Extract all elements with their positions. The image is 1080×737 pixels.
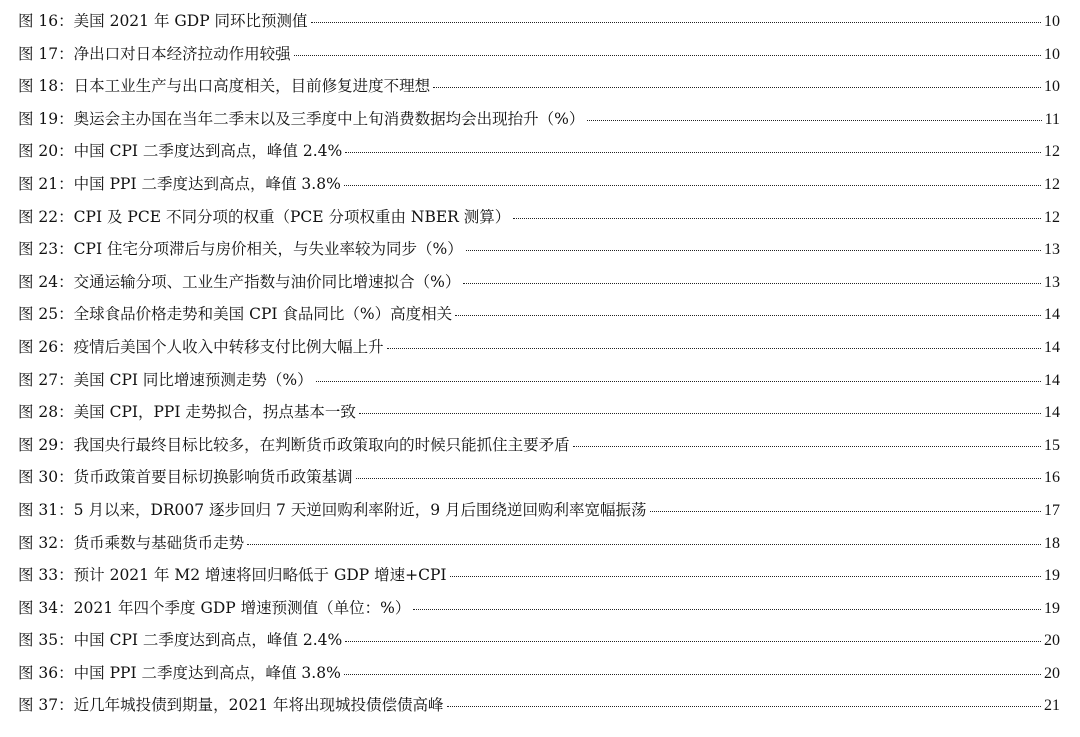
figure-number: 图 22： [18, 207, 74, 226]
page-number: 18 [1044, 534, 1060, 552]
dot-leader [344, 185, 1041, 186]
figure-number: 图 24： [18, 272, 74, 291]
figure-number: 图 17： [18, 44, 74, 63]
dot-leader [413, 609, 1041, 610]
page-number: 10 [1044, 13, 1060, 30]
page-number: 21 [1044, 697, 1060, 715]
figure-list [18, 9, 1060, 726]
page-number: 12 [1044, 208, 1060, 226]
page-number: 11 [1044, 110, 1060, 128]
figure-caption: CPI 住宅分项滞后与房价相关，与失业率较为同步（%） [73, 240, 463, 259]
toc-entry-23[interactable] [18, 237, 1060, 270]
figure-caption: 中国 CPI 二季度达到高点，峰值 2.4% [73, 142, 343, 161]
dot-leader [359, 413, 1041, 414]
dot-leader [387, 348, 1041, 349]
toc-entry-22[interactable] [18, 205, 1060, 238]
dot-leader [513, 218, 1041, 219]
dot-leader [344, 674, 1041, 675]
figure-number: 图 27： [18, 370, 74, 389]
figure-number: 图 33： [18, 566, 74, 585]
figure-caption: 中国 PPI 二季度达到高点，峰值 3.8% [73, 174, 341, 193]
figure-number: 图 25： [18, 305, 74, 324]
figure-number: 图 29： [18, 435, 74, 454]
figure-caption: 预计 2021 年 M2 增速将回归略低于 GDP 增速+CPI [73, 566, 447, 585]
figure-caption: 美国 CPI，PPI 走势拟合，拐点基本一致 [73, 403, 356, 422]
figure-number: 图 35： [18, 631, 74, 650]
dot-leader [433, 87, 1041, 88]
dot-leader [345, 152, 1041, 153]
figure-caption: 中国 PPI 二季度达到高点，峰值 3.8% [73, 663, 341, 682]
figure-number: 图 20： [18, 142, 74, 161]
page-number: 20 [1044, 632, 1060, 650]
dot-leader [573, 446, 1041, 447]
dot-leader [356, 478, 1041, 479]
figure-number: 图 16： [18, 12, 74, 30]
toc-entry-30[interactable] [18, 465, 1060, 498]
page-number: 12 [1044, 175, 1060, 193]
figure-caption: 货币政策首要目标切换影响货币政策基调 [73, 468, 353, 487]
dot-leader [450, 576, 1041, 577]
figure-caption: 交通运输分项、工业生产指数与油价同比增速拟合（%） [73, 272, 461, 291]
page-number: 10 [1044, 45, 1060, 63]
toc-entry-21[interactable] [18, 172, 1060, 205]
figure-number: 图 28： [18, 403, 74, 422]
dot-leader [345, 641, 1041, 642]
figure-caption: 2021 年四个季度 GDP 增速预测值（单位：%） [73, 598, 411, 617]
dot-leader [316, 381, 1041, 382]
figure-caption: 5 月以来，DR007 逐步回归 7 天逆回购利率附近，9 月后围绕逆回购利率宽幅振荡 [73, 500, 647, 519]
figure-caption: CPI 及 PCE 不同分项的权重（PCE 分项权重由 NBER 测算） [73, 207, 511, 226]
toc-entry-26[interactable] [18, 335, 1060, 368]
toc-entry-36[interactable] [18, 661, 1060, 694]
figure-caption: 净出口对日本经济拉动作用较强 [73, 44, 291, 63]
figure-caption: 中国 CPI 二季度达到高点，峰值 2.4% [73, 631, 343, 650]
dot-leader [587, 120, 1041, 121]
page-number: 14 [1044, 371, 1060, 389]
dot-leader [247, 544, 1041, 545]
figure-number: 图 18： [18, 77, 74, 96]
figure-number: 图 31： [18, 500, 74, 519]
toc-entry-25[interactable] [18, 302, 1060, 335]
figure-number: 图 23： [18, 240, 74, 259]
figure-number: 图 37： [18, 696, 74, 715]
page-number: 17 [1044, 501, 1060, 519]
figure-caption: 美国 CPI 同比增速预测走势（%） [73, 370, 313, 389]
page-number: 12 [1044, 143, 1060, 161]
dot-leader [650, 511, 1041, 512]
figure-number: 图 32： [18, 533, 74, 552]
figure-caption: 全球食品价格走势和美国 CPI 食品同比（%）高度相关 [73, 305, 453, 324]
toc-entry-19[interactable] [18, 107, 1060, 140]
toc-entry-37[interactable] [18, 693, 1060, 726]
page-number: 13 [1044, 273, 1060, 291]
page-number: 14 [1044, 338, 1060, 356]
page-number: 10 [1044, 78, 1060, 96]
toc-entry-27[interactable] [18, 368, 1060, 401]
figure-caption: 奥运会主办国在当年二季末以及三季度中上旬消费数据均会出现抬升（%） [73, 109, 585, 128]
figure-number: 图 30： [18, 468, 74, 487]
dot-leader [463, 283, 1041, 284]
page-number: 15 [1044, 436, 1060, 454]
toc-entry-18[interactable] [18, 74, 1060, 107]
toc-entry-16[interactable] [18, 9, 1060, 42]
figure-caption: 日本工业生产与出口高度相关，目前修复进度不理想 [73, 77, 431, 96]
toc-entry-35[interactable] [18, 628, 1060, 661]
figure-number: 图 19： [18, 109, 74, 128]
toc-entry-32[interactable] [18, 531, 1060, 564]
toc-entry-28[interactable] [18, 400, 1060, 433]
toc-entry-31[interactable] [18, 498, 1060, 531]
toc-entry-33[interactable] [18, 563, 1060, 596]
figure-number: 图 36： [18, 663, 74, 682]
dot-leader [311, 22, 1041, 23]
figure-caption: 美国 2021 年 GDP 同环比预测值 [73, 12, 308, 30]
page-number: 19 [1044, 599, 1060, 617]
page-number: 16 [1044, 469, 1060, 487]
dot-leader [447, 706, 1041, 707]
figure-caption: 近几年城投债到期量，2021 年将出现城投债偿债高峰 [73, 696, 444, 715]
page-number: 20 [1044, 664, 1060, 682]
toc-entry-17[interactable] [18, 42, 1060, 75]
page-number: 14 [1044, 306, 1060, 324]
figure-number: 图 21： [18, 174, 74, 193]
figure-caption: 我国央行最终目标比较多，在判断货币政策取向的时候只能抓住主要矛盾 [73, 435, 570, 454]
dot-leader [455, 315, 1041, 316]
page-number: 19 [1044, 567, 1060, 585]
figure-caption: 疫情后美国个人收入中转移支付比例大幅上升 [73, 337, 384, 356]
figure-caption: 货币乘数与基础货币走势 [73, 533, 245, 552]
toc-entry-24[interactable] [18, 270, 1060, 303]
dot-leader [294, 55, 1041, 56]
toc-entry-20[interactable] [18, 139, 1060, 172]
toc-entry-29[interactable] [18, 433, 1060, 466]
figure-number: 图 26： [18, 337, 74, 356]
toc-entry-34[interactable] [18, 596, 1060, 629]
page-number: 13 [1044, 241, 1060, 259]
page-number: 14 [1044, 404, 1060, 422]
dot-leader [466, 250, 1041, 251]
figure-number: 图 34： [18, 598, 74, 617]
